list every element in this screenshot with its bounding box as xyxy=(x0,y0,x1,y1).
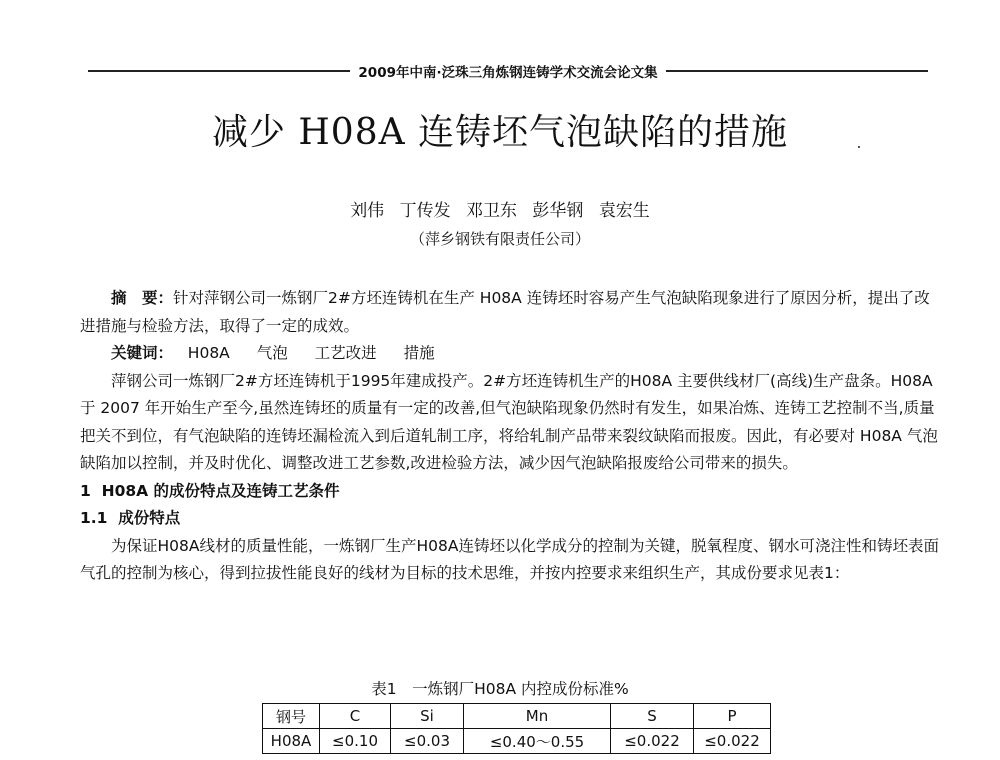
table-cell: ≤0.022 xyxy=(694,729,771,754)
section-title: H08A 的成份特点及连铸工艺条件 xyxy=(101,481,340,500)
affiliation: （萍乡钢铁有限责任公司） xyxy=(409,230,590,248)
table-cell: ≤0.022 xyxy=(611,729,694,754)
table-cell: ≤0.10 xyxy=(320,729,391,754)
table-cell: H08A xyxy=(263,729,320,754)
author-name: 彭华钢 xyxy=(532,201,584,221)
table-cell: ≤0.40～0.55 xyxy=(464,729,611,754)
keyword: 措施 xyxy=(403,344,435,362)
table-header-cell: Si xyxy=(391,704,464,729)
table-header-cell: C xyxy=(320,704,391,729)
table-header-row xyxy=(263,704,771,729)
abstract-text: 针对萍钢公司一炼钢厂2#方坯连铸机在生产 H08A 连铸坯时容易产生气泡缺陷现象进行了原因分析，提出了改进措施与检验方法，取得了一定的成效。 xyxy=(80,289,930,335)
section-number: 1.1 xyxy=(80,509,108,527)
author-name: 袁宏生 xyxy=(598,201,650,221)
paper-body xyxy=(80,285,942,588)
composition-paragraph: 为保证H08A线材的质量性能，一炼钢厂生产H08A连铸坯以化学成分的控制为关键，脱氧程度、钢水可浇注性和铸坯表面气孔的控制为核心，得到拉拔性能良好的线材为目标的技术思维，并按内控要求来组织生产，其成份要求见表1： xyxy=(80,536,939,582)
table-header-cell: 钢号 xyxy=(263,704,320,729)
table-header-cell: Mn xyxy=(464,704,611,729)
table-row xyxy=(263,729,771,754)
author-name: 邓卫东 xyxy=(466,201,517,221)
proceedings-title: 2009年中南·泛珠三角炼钢连铸学术交流会论文集 xyxy=(358,65,658,81)
header-rule-right xyxy=(666,70,928,72)
author-name: 刘伟 xyxy=(350,201,385,221)
author-name: 丁传发 xyxy=(399,201,451,221)
keyword: H08A xyxy=(187,344,230,362)
scan-speck xyxy=(858,146,860,148)
table-caption: 表1 一炼钢厂H08A 内控成份标准% xyxy=(371,680,629,698)
header-rule-left xyxy=(88,70,350,72)
abstract-label: 摘 要： xyxy=(111,289,174,307)
section-number: 1 xyxy=(80,481,91,500)
keyword: 气泡 xyxy=(256,344,288,362)
proceedings-header xyxy=(88,60,928,82)
section-heading-1 xyxy=(80,478,942,506)
composition-table xyxy=(262,703,771,754)
intro-paragraph: 萍钢公司一炼钢厂2#方坯连铸机于1995年建成投产。2#方坯连铸机生产的H08A 主要供线材厂(高线)生产盘条。H08A 于 2007 年开始生产至今,虽然连铸坯的质量有一定的改善,但气泡缺陷现象仍然时有发生，如果冶炼、连铸工艺控制不当,质量把关不到位，有气泡缺陷的连铸坯漏检流入到后道轧制工序，将给轧制产品带来裂纹缺陷而报废。因此，有必要对 H08A 气泡缺陷加以控制，并及时优化、调整改进工艺参数,改进检验方法，减少因气泡缺陷报废给公司带来的损失。 xyxy=(80,371,938,472)
paper-title: 减少 H08A 连铸坯气泡缺陷的措施 xyxy=(211,112,789,153)
table-header-cell: P xyxy=(694,704,771,729)
section-heading-1-1 xyxy=(80,505,942,533)
table-cell: ≤0.03 xyxy=(391,729,464,754)
abstract xyxy=(80,285,942,340)
keywords-label: 关键词： xyxy=(111,344,174,362)
keywords xyxy=(80,340,942,368)
section-title: 成份特点 xyxy=(118,509,181,527)
table-header-cell: S xyxy=(611,704,694,729)
keyword: 工艺改进 xyxy=(314,344,377,362)
author-list xyxy=(0,196,1000,221)
